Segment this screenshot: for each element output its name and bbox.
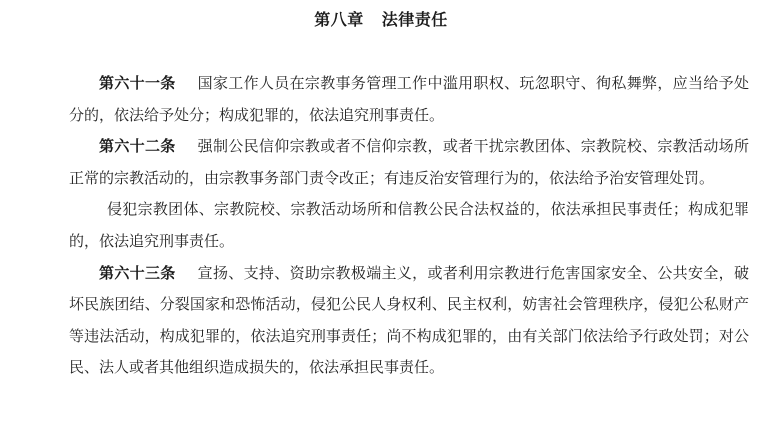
article-63 bbox=[69, 258, 749, 384]
chapter-body bbox=[69, 68, 749, 384]
chapter-title: 法律责任 bbox=[381, 10, 448, 29]
article-text: 国家工作人员在宗教事务管理工作中滥用职权、玩忽职守、徇私舞弊，应当给予处分的，依法给予处分；构成犯罪的，依法追究刑事责任。 bbox=[69, 74, 749, 124]
article-number: 第六十二条 bbox=[99, 137, 176, 156]
article-number: 第六十三条 bbox=[99, 263, 176, 282]
article-62-paragraph-2 bbox=[69, 194, 749, 257]
article-text: 强制公民信仰宗教或者不信仰宗教，或者干扰宗教团体、宗教院校、宗教活动场所正常的宗教活动的，由宗教事务部门责令改正；有违反治安管理行为的，依法给予治安管理处罚。 bbox=[69, 137, 749, 187]
article-61 bbox=[69, 68, 749, 131]
article-number: 第六十一条 bbox=[99, 74, 176, 92]
chapter-heading bbox=[0, 8, 762, 32]
article-62 bbox=[69, 131, 749, 194]
article-text: 宣扬、支持、资助宗教极端主义，或者利用宗教进行危害国家安全、公共安全，破坏民族团结、分裂国家和恐怖活动，侵犯公民人身权利、民主权利，妨害社会管理秩序，侵犯公私财产等违法活动，构成犯罪的，依法追究刑事责任；尚不构成犯罪的，由有关部门依法给予行政处罚；对公民、法人或者其他组织造成损失的，依法承担民事责任。 bbox=[69, 263, 749, 377]
chapter-number: 第八章 bbox=[314, 10, 364, 29]
article-text: 侵犯宗教团体、宗教院校、宗教活动场所和信教公民合法权益的，依法承担民事责任；构成犯罪的，依法追究刑事责任。 bbox=[69, 200, 749, 250]
